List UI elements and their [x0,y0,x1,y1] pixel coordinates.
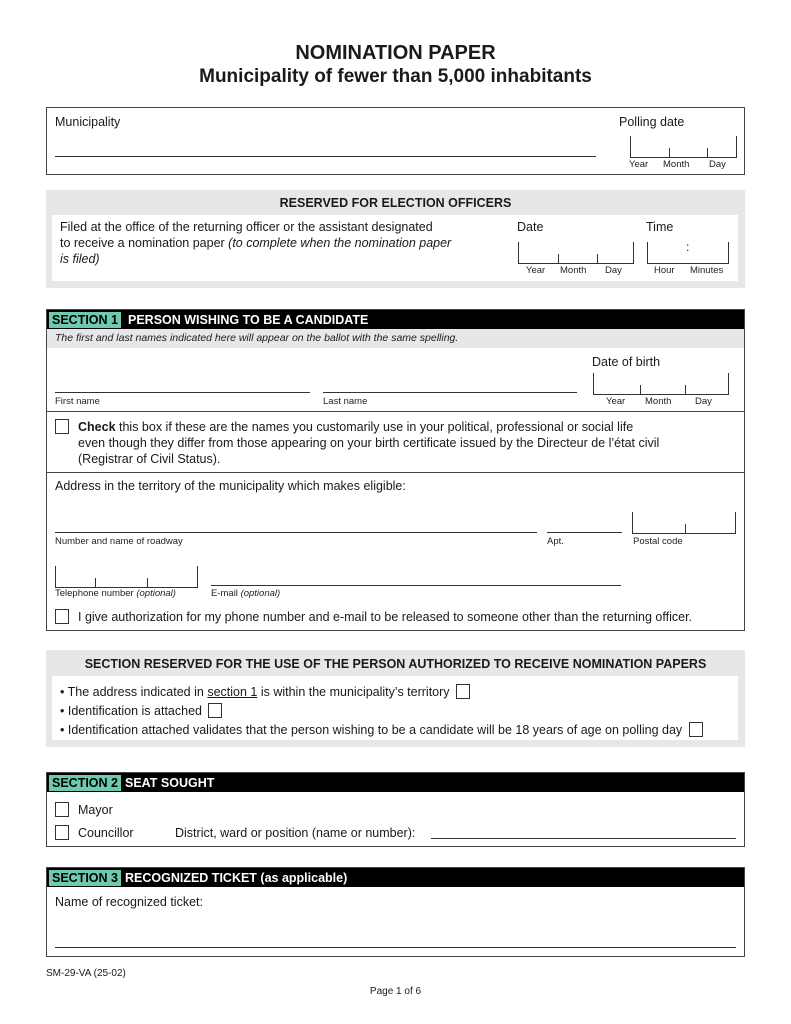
section2-title: SEAT SOUGHT [125,775,215,790]
check-line3: (Registrar of Civil Status). [78,452,221,466]
email-optional: (optional) [240,588,281,599]
ticket-label: Name of recognized ticket: [55,895,203,909]
mayor-checkbox[interactable] [55,802,69,817]
address-verified-checkbox[interactable] [456,684,470,699]
item3-text: Identification attached validates that the person wishing to be a candidate will be 18 years of age on polling day [67,723,683,737]
filed-time-field[interactable] [647,242,729,264]
section1-header [47,310,744,329]
reserved-officers-title: RESERVED FOR ELECTION OFFICERS [279,196,512,210]
check-line2: even though they differ from those appearing on your birth certificate issued by the Directeur de l’état civil [78,436,660,450]
filed-year-label: Year [526,265,546,276]
form-code: SM-29-VA (25-02) [46,968,126,979]
check-line1: this box if these are the names you customarily use in your political, professional or social life [115,420,634,434]
item2-text: Identification is attached [67,704,202,718]
authorization-checkbox[interactable] [55,609,69,624]
postal-code-label: Postal code [633,536,683,547]
authorization-label: I give authorization for my phone number and e-mail to be released to someone other than the returning officer. [78,610,693,624]
polling-day-label: Day [709,159,726,170]
municipality-box [46,107,745,175]
section3-badge: SECTION 3 [49,870,121,886]
section3-header [47,868,744,887]
reserved-person-panel [46,650,745,747]
section1-badge: SECTION 1 [49,312,121,328]
filed-date-field[interactable] [518,242,634,264]
telephone-field[interactable] [55,566,198,588]
filed-time-label: Time [646,220,674,234]
apt-label: Apt. [547,536,564,547]
section1 [46,309,745,631]
polling-month-label: Month [663,159,690,170]
filed-text-line3: is filed) [60,252,100,266]
polling-date-label: Polling date [619,115,685,129]
telephone-label: Telephone number [55,588,137,599]
filed-minutes-label: Minutes [690,265,724,276]
postal-code-field[interactable] [632,512,736,534]
check-bold-label: Check [78,420,116,434]
time-colon: : [686,240,690,254]
reserved-person-title: SECTION RESERVED FOR THE USE OF THE PERSON AUTHORIZED TO RECEIVE NOMINATION PAPERS [84,657,707,671]
email-label: E-mail [211,588,241,599]
first-name-label: First name [55,396,100,407]
age-validated-checkbox[interactable] [689,722,703,737]
first-name-field[interactable] [55,392,310,393]
filed-text-note: (to complete when the nomination paper [228,236,452,250]
filed-day-label: Day [605,265,622,276]
filed-text-line2: to receive a nomination paper [60,236,229,250]
councillor-checkbox[interactable] [55,825,69,840]
bullet: • [60,685,65,699]
filed-text-line1: Filed at the office of the returning officer or the assistant designated [60,220,433,234]
last-name-field[interactable] [323,392,577,393]
section1-link[interactable]: section 1 [207,685,258,699]
reserved-officers-panel [46,190,745,288]
ticket-field[interactable] [55,947,736,948]
polling-year-label: Year [629,159,649,170]
telephone-optional: (optional) [136,588,176,599]
page-number: Page 1 of 6 [369,986,422,997]
bullet: • [60,723,65,737]
polling-date-field[interactable] [630,136,737,158]
section2 [46,772,745,847]
district-field[interactable] [431,838,736,839]
id-attached-checkbox[interactable] [208,703,222,718]
dob-day-label: Day [695,396,712,407]
page-title: NOMINATION PAPER [295,42,496,64]
apt-field[interactable] [547,532,622,533]
page-subtitle: Municipality of fewer than 5,000 inhabitants [199,66,592,87]
dob-month-label: Month [645,396,672,407]
roadway-field[interactable] [55,532,537,533]
customary-names-checkbox[interactable] [55,419,69,434]
bullet: • [60,704,65,718]
dob-field[interactable] [593,373,729,395]
last-name-label: Last name [323,396,368,407]
municipality-label: Municipality [55,115,121,129]
email-field[interactable] [211,585,621,586]
section2-badge: SECTION 2 [49,775,121,791]
district-label: District, ward or position (name or number): [175,826,416,840]
dob-label: Date of birth [592,355,661,369]
section1-title: PERSON WISHING TO BE A CANDIDATE [128,312,369,327]
filed-date-label: Date [517,220,544,234]
section1-note: The first and last names indicated here will appear on the ballot with the same spelling. [47,329,744,348]
filed-hour-label: Hour [654,265,675,276]
mayor-label: Mayor [78,803,113,817]
councillor-label: Councillor [78,826,134,840]
address-label: Address in the territory of the municipality which makes eligible: [55,479,406,493]
dob-year-label: Year [606,396,626,407]
roadway-label: Number and name of roadway [55,536,183,547]
filed-month-label: Month [560,265,587,276]
section3-title: RECOGNIZED TICKET (as applicable) [125,870,348,885]
section2-header [47,773,744,792]
municipality-field[interactable] [55,156,596,157]
section3 [46,867,745,957]
item1-text-post: is within the municipality’s territory [257,685,450,699]
item1-text: The address indicated in [67,685,208,699]
